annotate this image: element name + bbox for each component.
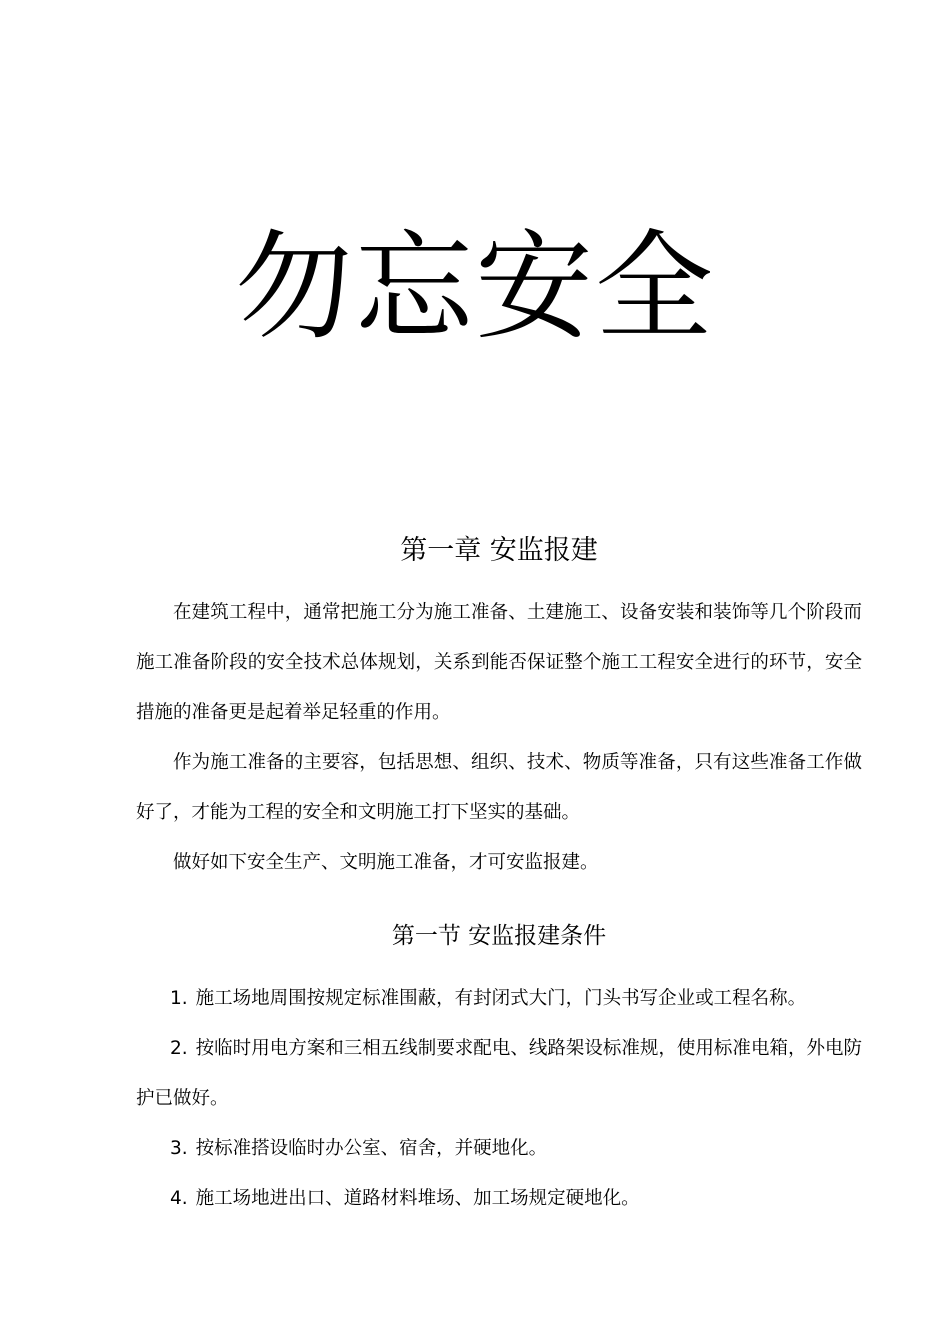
list-item-number: 2. <box>170 1038 188 1059</box>
list-item-text: 施工场地进出口、道路材料堆场、加工场规定硬地化。 <box>195 1188 640 1209</box>
list-item <box>136 974 862 1024</box>
list-item-number: 3. <box>170 1138 188 1159</box>
paragraph-conditions-lead: 做好如下安全生产、文明施工准备，才可安监报建。 <box>173 852 599 873</box>
section-title: 第一节 安监报建条件 <box>391 923 607 949</box>
list-item <box>136 1124 862 1174</box>
list-item <box>136 1024 862 1124</box>
list-item-text: 施工场地周围按规定标准围蔽，有封闭式大门，门头书写企业或工程名称。 <box>195 988 807 1009</box>
paragraph-preparation: 作为施工准备的主要容，包括思想、组织、技术、物质等准备，只有这些准备工作做好了，才能为工程的安全和文明施工打下坚实的基础。 <box>136 752 862 823</box>
list-item-text: 按临时用电方案和三相五线制要求配电、线路架设标准规，使用标准电箱，外电防护已做好。 <box>136 1038 862 1109</box>
chapter-title: 第一章 安监报建 <box>400 535 598 566</box>
list-item <box>136 1174 862 1224</box>
list-item-text: 按标准搭设临时办公室、宿舍，并硬地化。 <box>195 1138 548 1159</box>
list-item-number: 4. <box>170 1188 188 1209</box>
list-item-number: 1. <box>170 988 188 1009</box>
paragraph-intro: 在建筑工程中，通常把施工分为施工准备、土建施工、设备安装和装饰等几个阶段而施工准备阶段的安全技术总体规划，关系到能否保证整个施工工程安全进行的环节，安全措施的准备更是起着举足轻重的作用。 <box>136 602 862 723</box>
cover-title: 勿忘安全 <box>234 218 715 357</box>
